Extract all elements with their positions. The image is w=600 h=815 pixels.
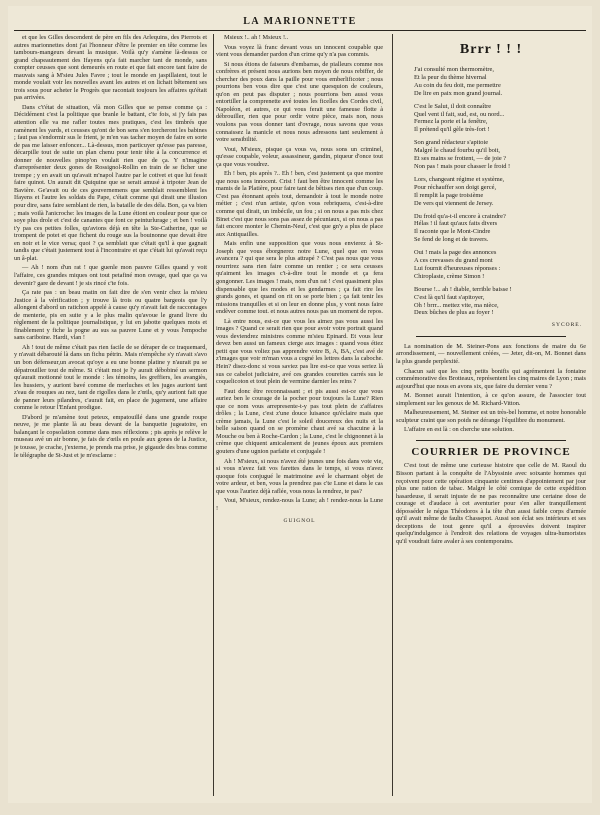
- section-divider: [416, 440, 566, 441]
- paragraph: Eh ! ben, pis après ?.. Eh ! ben, c'est justement ça que montre que nous sons innocent. Crist ! faut ben être innocent comme les mamis de la Platière, pour faire tant de bêtises rien que d'un coup. C'est pas étonnant après tout, demandoir à tout le monde notre métier ; c'est n'un artiste, qu'on vous rebriquera, c'est-à-dire comme qui dirait, un imbécile, un fou ; si on nous a pas mis chez Binet c'est que nous sons pas assez de pécuniaux, si on nous a pas fait encore monter le Chemin-Neuf, c'est que gn'y a plus de place aux Antiquailles.: [216, 170, 383, 238]
- paragraph: Ah ! M'sieux, si nous n'avez été jeunes une fois dans vote vie, si vous n'avez fait vos farettes dans le temps, si vous n'avez quoque fois conjugué le matrimoine avé le charmant objet de votre ardeur, et ben, vous la prendrez pas c'te Lune et dans le cas que vous l'auriez déjà raflée, vous nous la rendrez, te pas?: [216, 457, 383, 495]
- poem-line: Chiroplaste, crème Simon !: [414, 272, 485, 280]
- poem-line: Non pas ! mais pour chasser le froid !: [414, 162, 511, 170]
- paragraph: Là entre nous, est-ce que vous les aimez pas vous aussi les images ? Quand ce serait rien que pour avoir votre portrait quand vous deviendrez ministres comme m'sieu Epinard. Et vous leur devez ben aussi un fameux cierge aux images : quand vous étiez petit que vous voliez pas apprendre votre B, A, BA, c'est avé de z'images que voir m'man vous a cogné les lettres dans la caboche. Hein? disez-donc si vous saviez pas lire est-ce que vous seriez là sus ce cabelot judiciaire, avé ces grandes courettes carrés sus le coquelicoton et tout plein de vermine darnier les reins ?: [216, 317, 383, 386]
- poem-line: Se fend de long et de travers.: [414, 236, 489, 244]
- poem-line: Oui ! mais la page des annonces: [414, 249, 497, 257]
- poem-line: Bourse !... ah ! diable, terrible baisse !: [414, 285, 512, 293]
- poem-stanza: [414, 139, 586, 171]
- paragraph: La nomination de M. Steiner-Pons aux fonctions de maire du 6e arrondissement, — nouvellement créées, — Jeter, dit-on, M. Bonnet dans la plus grande perplexité.: [396, 342, 586, 366]
- paragraph: Voui, M'sieux, rendez-nous la Lune; ah ! rendez-nous la Lune !: [216, 497, 383, 512]
- paragraph: D'abord je m'amène tout peteux, empatouillé dans une grande roupe neuve, je me plante là au beau devant de la banquette jugeatoire, en balançant le copsolation comme dans mes réflexions ; pis après je relève le museau avé un air bonne, je fais de z'œils en poule aux gones de la Justice, je tousse, je crache, j'externe, je prends ma prise, je gigaude des bras comme le télégraphe de St-Just et je m'esclame :: [14, 413, 207, 459]
- poem-line: Hélas ! il faut qu'aux faits divers: [414, 220, 498, 228]
- poem-stanza: [414, 103, 586, 135]
- paragraph: Ah ! tout de même c'était pas rien facile de se déraper de ce traquemard, y n'avait débarouté là dans un fichu pétrin. Mais n'empêche s'y n'avait s'avo un bon défenseur,un avocat qu'oye a eu une bonne platine y n'aurait pu se dépatrouiller tout de même. Si c'était moi je l'y aurait débobiné un sermon qu'aurait motionné tout le monde : les témoins, les greffiers, les avangiès, les hussiers, y auriont bavé comme de merluches et les juges auriont tant z'eau de rouques au nez, tant de rigolles dans le z'œils, qu'y auriont fait que de panner leurs pilandres, c'aurait fait, en place de jugement, une affaire comme le retour l'Enfant prodigue.: [14, 343, 207, 412]
- masthead-title: LA MARIONNETTE: [243, 16, 357, 27]
- poem-stanza: [414, 249, 586, 281]
- poem-line: A ces crevasses du grand mont: [414, 257, 493, 265]
- paragraph: Si nous étions de faiseurs d'embarras, de pialleurs comme nos confrères et présent nous aurions ben moyen de nous rebiffer, de chercher des poux dans la paille pour vous emberlificoter ; nous pourrions ben vous dire que c'est une quesquion de couleurs, qu'on en peut pas disputer ; nous pourrions ben aussi vous entortiller la comprenette avé toutes les ficelles des Cordes civil, Napoléon, et autres, ce qui vous ferait une fameuse flotte à débrouiller, rien que pour ordir votre pièce, mais non, nous voulons pas vous donner tant d'ovrage, nous savons que vous connaissez la manicle et nous nous adressons tant seulement à votre sensibilité.: [216, 60, 383, 144]
- paragraph: — Ah ! nom d'un rat ! que guenle mon pauvre Gilles quand y voit l'affaire, ces grandes miques ont tout petafiné mon ovrage, quel que ça va devenir? gare de devant ! je sis rincé c'te fois.: [14, 264, 207, 287]
- poem-line: Il raconte que le Mont-Cindre: [414, 228, 491, 236]
- poem-line: Son grand rédacteur s'apitoie: [414, 139, 489, 147]
- poem-line: C'est le Salut, il doit connaître: [414, 102, 492, 110]
- poem-line: J'ai consulté mon thermomètre,: [414, 66, 494, 73]
- poem-line: Du froid qu'a-t-il encore à craindre?: [414, 212, 506, 220]
- paragraph: Vous voyez là franc devant vous un innocent coupable que vient vous demander pardon d'un crime qu'y n'a pas commis.: [216, 43, 383, 59]
- poem-line: De vers qui viennent de Jersey.: [414, 199, 494, 207]
- page-header: [14, 16, 586, 31]
- paragraph: Dans c't'état de situation, vlà mon Gilles que se pense comme ça : Décidément c'est la politique que branle le battant, c'te fois, si j'y fais pas attention elle va me rafler toutes mes pratiques, c'est les timbrés que ramènent les yards, et ceusses qu'ont de bon sens s'en torcheront les babines ; faut pas s'endormir sus le frient, je m'en vas tacher moyen de faire en sorte de pas me laisser enfoncer... Là-dessus, mon particuyer qu'esse pas paresse, décarpille tout de suite un plan chenu pour tenir tête à la concurrence et donner de nouvelles pinop'on voulait rien que de ça. Y n'imagine d'arreprésenter deux gones de Rossignol-Rollin en train de se ficher une trempe ; y en avait un qu'avait m'napol l'autre par le cotivet et que lui fessit faire quinot. Un aurait dit Quiquine que se serait amusé à tripoter Jean de Bavière. Ge'avait ou de ces gouvernemens que semblait ressemblent les Ifayens et l'autre les soldats du Pape, c'était comme qui dirait une illusion pour dire, sans faire semblant de rien, la bataille de des déla. Bon, ça va bien ; mais voilà l'anicroche: les images de la Lune étiont en couleur pour que ce soye plus drole et c'est de canantes que font ce peinturlurage ; et ben ! voilà t'y pas ces petites folles, qu'avions déjà en tête la Ste-Catherine, que se trompent de potet et que fichent du rouge sus la bouinonne que devait être en noir et le vice versa; quoi ? ça semblait que c'était qu'il à que gagnait tandis que c'était justement tout à l'incontraire et que c'était lui qu'avait reçu un â-plat.: [14, 103, 207, 262]
- paragraph: Chacun sait que les cinq petits bonifis qui agrémentent la fontaine commémorative des Brotteaux, représentent les cinq maires de Lyon ; mais aujourd'hui que nous en avons six, que faire du dernier venu ?: [396, 367, 586, 390]
- column-1: [14, 34, 210, 796]
- paragraph: L'affaire en est là : on cherche une solution.: [404, 426, 514, 434]
- column-rule: [213, 34, 214, 796]
- poem-stanza: [414, 286, 586, 318]
- poem-line: Et ses mains se frottent, — de joie ?: [414, 155, 507, 163]
- section-divider: [416, 336, 566, 337]
- paragraph: C'est tout de même une curieuse histoire que celle de M. Raoul du Bisson partant à la conquête de l'Abyssinie avec soixante hommes qui reçoivent pour cette opération cinquante centimes d'appointement par jour plus une ration de tabac. Malgré le côté comique de cette expédition hasardeuse, il serait injuste de ne pas reconnaître une certaine dose de courage et d'audace à cet aventurier pour s'en aller tranquillement déposséder le négus Théodoros à la tête d'un aussi faible corps d'armée qu'il avait même de faults Chassepot. Aussi son éclat ses intérieurs et ses deceptions de tout genre qu'il a éprouvées doivent inspirer quelqu'indulgence à l'endroit des relations de voyages ultra-humoristes qu'il voudrait faire avaler à ses contemporains.: [396, 462, 586, 545]
- paragraph: Malheureusement, M. Steiner est un très-bel homme, et notre honorable sculpteur craint que son poids ne dérange l'équilibre du monument.: [396, 409, 586, 424]
- paragraph: Ça rate pas : un beau matin on fait dire de s'en venir chez la m'sieu Justice à la vérification ; y trouve là trois ou quatre bargeois que l'y allongent d'abord un ratichon appelé à cause qu'y n'avait fait de raccontages de menterie, pis en suite y a le plus malin qu'avoue le grand livre du règlement de la politique journalistique, y lui en jabotte quelques mots et finablement y fiche la pogne au sus sa pauvre Lune et y vous l'empoche sans cariboine. Hardi, vlan !: [14, 289, 207, 342]
- poem-line: Et la peur du thème hivernal: [414, 73, 487, 81]
- poem-line: Oh ! brrr... mettez vite, ma nièce,: [414, 301, 499, 309]
- poem-line: Deux bûches de plus au foyer !: [414, 309, 494, 317]
- poem-line: Lors, changeant régime et système,: [414, 175, 505, 183]
- column-2: [216, 34, 386, 796]
- column-3: [396, 34, 586, 796]
- poem-line: Il prétend qu'il gèle très-fort !: [414, 126, 490, 134]
- poem-line: Pour réchauffer son doigt gercé,: [414, 183, 497, 191]
- paragraph: et que les Gilles descendent de père en fils des Arlequins, des Pierrots et autres marionnettes dont j'ai l'honneur d'être le premier en tête comme les tambours-mangeurs devant la musique. Voilà qu'y s'amène là-dessus ce grand chapeautement des Ifayens qu'a fait marcher tant de monde, sans compter ceusses que sont demeurés en route et que fait encore tant faire de mauvais sang à M'sieu Jules Favre ; tout le monde en jaspillaient, tout le monde voulait voir les nouvelles avant les autres et on lichait bêtement ses trois sous pour acheter le Progrès que racontait toujours les affaires qu'était pas arrivées.: [14, 34, 207, 102]
- paragraph: Msieux !.. ah ! Msieux !..: [224, 34, 289, 41]
- poem: [396, 66, 586, 317]
- paragraph: M. Bonnet aurait l'intention, à ce qu'on assure, de l'associer tout simplement sur les genoux de M. Richard-Vitton.: [396, 392, 586, 407]
- poem-line: Il remplit la page troisième: [414, 191, 484, 199]
- poem-line: Quel vent il fait, sud, est, ou nord...: [414, 110, 505, 118]
- column-rule: [392, 34, 393, 796]
- poem-line: C'est là qu'il faut s'apitoyer,: [414, 293, 485, 301]
- section-heading: COURRIER DE PROVINCE: [411, 445, 571, 458]
- paragraph: Mais enfin une supposition que vous nous envierez à St-Joseph que vous éborgnerez notre Lune, quel que en vous avancera ? qui que sera le plus attrapé ? C'est pas nous que vous nourrirez sans rien faire comme un rentier ; ce sera ceusses qu'aiment les images c't-à-dire tout le monde et ça fera gongonner. Les images ! mais, nom d'un rat ! c'est quasiment plus dispensable que les modes et les gendarmes ; ça fait rire les grands gones, et quand on rit on se porte bien ; ça fait tenir les missions tranquilles et si on leur en donne plus, y vont nous faire endêver comme tout. et nous autres nous pas un moment de repos.: [216, 240, 384, 316]
- poem-line: Au coin du feu doit, me permettre: [414, 81, 501, 89]
- poem-stanza: [414, 176, 586, 208]
- newspaper-page: [8, 6, 592, 803]
- poem-line: Fermez la porte et la fenêtre,: [414, 118, 488, 126]
- poem-stanza: [414, 213, 586, 245]
- poem-line: Lui fournit d'heureuses réponses :: [414, 264, 501, 272]
- poem-line: De lire en paix mon grand journal.: [414, 89, 503, 97]
- paragraph: Voui, M'sieux, pisque ça vous va, nous sons un criminel, qu'esse coupable, voleur, assassineur, gandin, piqueur d'once tout ça que vous voudrez.: [216, 145, 383, 168]
- article-signature: GUIGNOL: [283, 518, 316, 525]
- poem-line: Malgré le chaud fourbu qu'il boit,: [414, 147, 500, 155]
- paragraph: Faut donc être reconnaissant ; et pis aussi est-ce que vous auriez ben le courage de la pocher pour toujours la Lune? Rien que ce nom vous arrepresente-t-y pas tout plein de z'affaires drôles ; la Lune, c'est z'une douce luisance qu'éclaire mais que crème jamais, la Lune c'est le soleil doucereux des nuits et la belle saison quand on se promène chaut avé sa chacuine à la Mouche ou ben à Roche-Cardon ; la Lune, c'est le chignonnet à la crème que chiquent amicalement de jeunes époux aux premiers gouters d'une ugnion parfaite et conjugale !: [216, 387, 383, 455]
- poem-stanza: [414, 66, 586, 98]
- poem-title: Brrr ! ! !: [459, 42, 523, 57]
- poem-signature: SYCORE.: [551, 322, 582, 329]
